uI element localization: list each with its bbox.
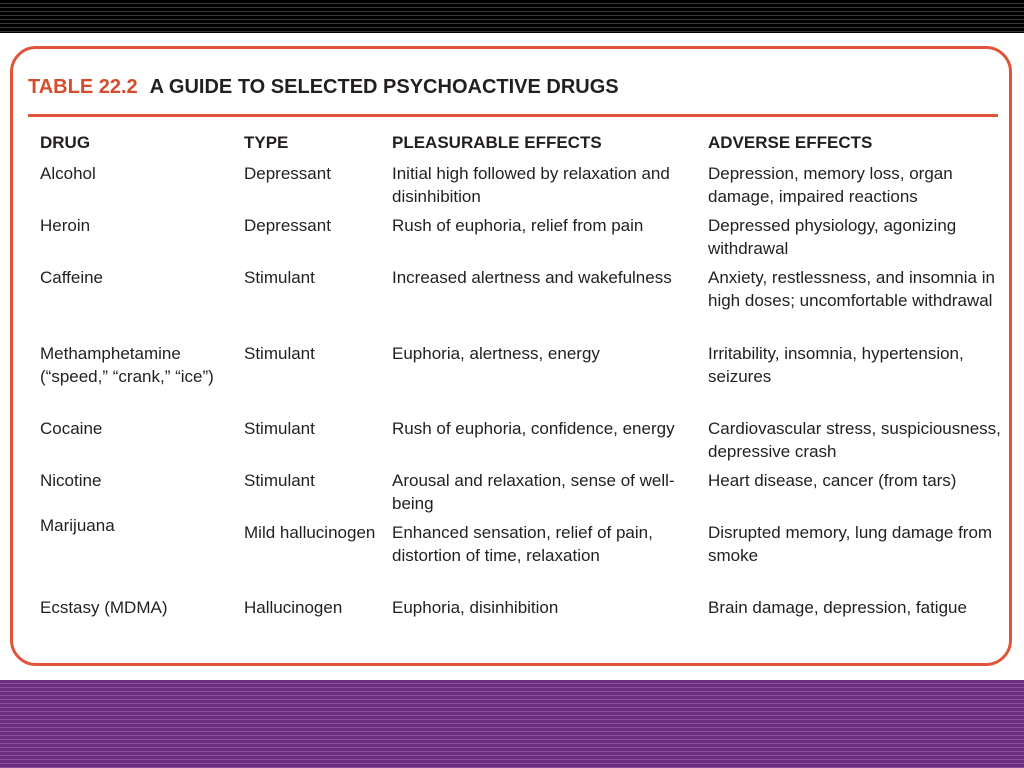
row-marijuana-drug: Marijuana xyxy=(40,516,115,535)
row-nicotine-type: Stimulant xyxy=(244,471,315,490)
row-alcohol-adverse: Depression, memory loss, organ damage, impaired reactions xyxy=(708,164,953,206)
title-divider xyxy=(28,114,998,117)
row-marijuana-adverse: Disrupted memory, lung damage from smoke xyxy=(708,523,993,565)
table-title xyxy=(28,76,619,99)
column-header-drug: DRUG xyxy=(40,133,91,152)
row-methamphetamine-adverse: Irritability, insomnia, hypertension, seizures xyxy=(708,344,964,386)
row-caffeine-adverse: Anxiety, restlessness, and insomnia in high doses; uncomfortable withdrawal xyxy=(708,268,995,310)
row-cocaine-type: Stimulant xyxy=(244,419,315,438)
row-methamphetamine-pleasurable: Euphoria, alertness, energy xyxy=(392,344,600,363)
row-nicotine-adverse: Heart disease, cancer (from tars) xyxy=(708,471,957,490)
row-ecstasy-type: Hallucinogen xyxy=(244,598,343,617)
row-marijuana-pleasurable: Enhanced sensation, relief of pain, distortion of time, relaxation xyxy=(392,523,653,565)
row-methamphetamine-drug: Methamphetamine (“speed,” “crank,” “ice”) xyxy=(40,344,214,386)
row-alcohol-pleasurable: Initial high followed by relaxation and disinhibition xyxy=(392,164,670,206)
bottom-stripe-band xyxy=(0,680,1024,768)
top-stripe-band xyxy=(0,0,1024,33)
row-ecstasy-adverse: Brain damage, depression, fatigue xyxy=(708,598,967,617)
row-caffeine-drug: Caffeine xyxy=(40,268,104,287)
column-header-type: TYPE xyxy=(244,133,289,152)
row-cocaine-drug: Cocaine xyxy=(40,419,103,438)
row-caffeine-type: Stimulant xyxy=(244,268,315,287)
row-heroin-pleasurable: Rush of euphoria, relief from pain xyxy=(392,216,644,235)
row-heroin-adverse: Depressed physiology, agonizing withdrawal xyxy=(708,216,957,258)
row-nicotine-drug: Nicotine xyxy=(40,471,102,490)
row-cocaine-pleasurable: Rush of euphoria, confidence, energy xyxy=(392,419,675,438)
row-alcohol-type: Depressant xyxy=(244,164,331,183)
row-ecstasy-drug: Ecstasy (MDMA) xyxy=(40,598,168,617)
row-caffeine-pleasurable: Increased alertness and wakefulness xyxy=(392,268,672,287)
column-header-adverse-effects: ADVERSE EFFECTS xyxy=(708,133,873,152)
row-heroin-type: Depressant xyxy=(244,216,331,235)
table-title-text: A GUIDE TO SELECTED PSYCHOACTIVE DRUGS xyxy=(149,76,619,98)
row-methamphetamine-type: Stimulant xyxy=(244,344,315,363)
row-cocaine-adverse: Cardiovascular stress, suspiciousness, depressive crash xyxy=(708,419,1001,461)
table-number: TABLE 22.2 xyxy=(28,76,138,98)
row-alcohol-drug: Alcohol xyxy=(40,164,96,183)
column-header-pleasurable-effects: PLEASURABLE EFFECTS xyxy=(392,133,602,152)
row-nicotine-pleasurable: Arousal and relaxation, sense of well-being xyxy=(392,471,675,513)
row-ecstasy-pleasurable: Euphoria, disinhibition xyxy=(392,598,559,617)
row-heroin-drug: Heroin xyxy=(40,216,91,235)
row-marijuana-type: Mild hallucinogen xyxy=(244,523,376,542)
